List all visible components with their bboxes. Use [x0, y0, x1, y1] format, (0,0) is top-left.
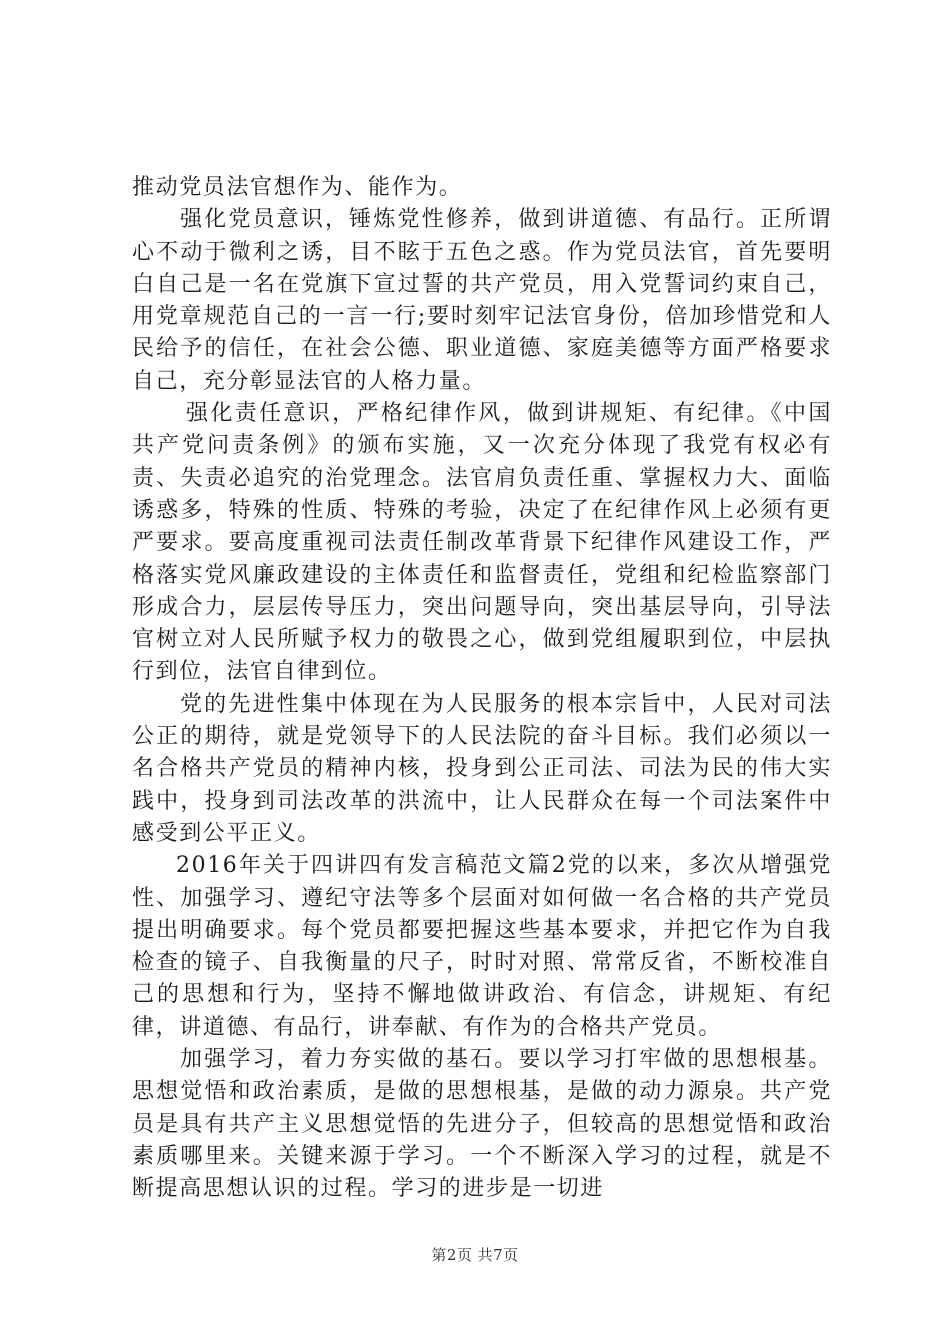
paragraph-speech-2016: 2016年关于四讲四有发言稿范文篇2党的以来，多次从增强党性、加强学习、遵纪守法等多个层面对如何做一名合格的共产党员提出明确要求。每个党员都要把握这些基本要求，并把它作为自我检查的镜子、自我衡量的尺子，时时对照、常常反省，不断校准自己的思想和行为，坚持不懈地做讲政治、有信念，讲规矩、有纪律，讲道德、有品行，讲奉献、有作为的合格共产党员。 — [132, 853, 832, 1040]
document-body — [132, 172, 832, 1206]
paragraph-responsibility-awareness: 强化责任意识，严格纪律作风，做到讲规矩、有纪律。《中国共产党问责条例》的颁布实施，又一次充分体现了我党有权必有责、失责必追究的治党理念。法官肩负责任重、掌握权力大、面临诱惑多，特殊的性质、特殊的考验，决定了在纪律作风上必须有更严要求。要高度重视司法责任制改革背景下纪律作风建设工作，严格落实党风廉政建设的主体责任和监督责任，党组和纪检监察部门形成合力，层层传导压力，突出问题导向，突出基层导向，引导法官树立对人民所赋予权力的敬畏之心，做到党组履职到位，中层执行到位，法官自律到位。 — [132, 401, 832, 685]
paragraph-continuation: 推动党员法官想作为、能作为。 — [132, 175, 463, 200]
paragraph-strengthen-learning: 加强学习，着力夯实做的基石。要以学习打牢做的思想根基。思想觉悟和政治素质，是做的思想根基，是做的动力源泉。共产党员是具有共产主义思想觉悟的先进分子，但较高的思想觉悟和政治素质哪里来。关键来源于学习。一个不断深入学习的过程，就是不断提高思想认识的过程。学习的进步是一切进 — [132, 1047, 832, 1202]
paragraph-advanced-nature: 党的先进性集中体现在为人民服务的根本宗旨中，人民对司法公正的期待，就是党领导下的人民法院的奋斗目标。我们必须以一名合格共产党员的精神内核，投身到公正司法、司法为民的伟大实践中，投身到司法改革的洪流中，让人民群众在每一个司法案件中感受到公平正义。 — [132, 691, 832, 846]
paragraph-party-awareness: 强化党员意识，锤炼党性修养，做到讲道德、有品行。正所谓心不动于微利之诱，目不眩于五色之惑。作为党员法官，首先要明白自己是一名在党旗下宣过誓的共产党员，用入党誓词约束自己，用党章规范自己的一言一行;要时刻牢记法官身份，倍加珍惜党和人民给予的信任，在社会公德、职业道德、家庭美德等方面严格要求自己，充分彰显法官的人格力量。 — [132, 207, 832, 394]
page-number-footer: 第2页 共7页 — [431, 1246, 519, 1264]
